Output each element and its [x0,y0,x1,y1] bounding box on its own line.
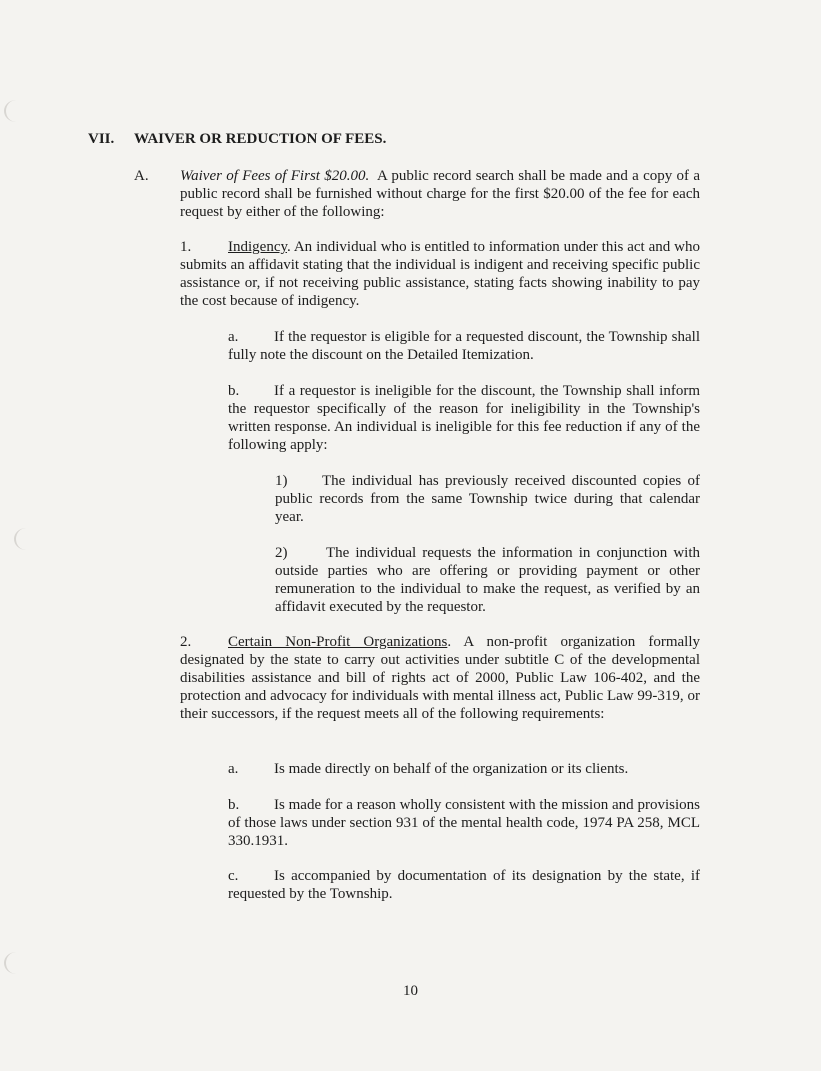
paragraph-text: If the requestor is eligible for a requested discount, the Township shall fully note the discount on the Detailed Itemization. [228,329,700,363]
paragraph-marker: 2) [275,545,288,561]
paragraph-text: If a requestor is ineligible for the discount, the Township shall inform the requestor specifically of the reason for ineligibility in the Township's written response. An individual is ineligible for this fee reduction if any of the following apply: [228,383,700,453]
paragraph-text: Is made for a reason wholly consistent with the mission and provisions of those laws under section 931 of the mental health code, 1974 PA 258, MCL 330.1931. [228,797,700,849]
section-number: VII. [88,131,115,147]
paragraph-marker: b. [228,797,240,813]
punch-hole-mark [4,100,28,122]
punch-hole-mark [14,528,38,550]
paragraph-heading: Certain Non-Profit Organizations [228,634,448,650]
paragraph-1 [180,238,700,310]
paragraph-2 [180,633,700,723]
paragraph-marker: a. [228,761,239,777]
paragraph-heading: Indigency [228,239,288,255]
paragraph-text: The individual requests the information in conjunction with outside parties who are offering or providing payment or other remuneration to the individual to make the request, as verified by an affidavit executed by the requestor. [275,545,700,615]
paragraph-marker: 1. [180,239,192,255]
paragraph-marker: b. [228,383,240,399]
paragraph-text: . An individual who is entitled to information under this act and who submits an affidavit stating that the individual is indigent and receiving specific public assistance or, if not receiving public assistance, stating facts showing inability to pay the cost because of indigency. [180,239,700,309]
paragraph-marker: A. [134,168,149,184]
section-title: WAIVER OR REDUCTION OF FEES. [134,131,387,147]
paragraph-2a [228,760,700,778]
paragraph-1a [228,328,700,364]
punch-hole-mark [4,952,28,974]
paragraph-1b [228,382,700,454]
paragraph-marker: c. [228,868,239,884]
paragraph-marker: 1) [275,473,288,489]
paragraph-1b2 [275,544,700,616]
paragraph-A [180,167,700,221]
paragraph-heading: Waiver of Fees of First $20.00. [180,168,370,184]
page-number: 10 [403,983,418,999]
paragraph-text: Is accompanied by documentation of its designation by the state, if requested by the Township. [228,868,700,902]
paragraph-2b [228,796,700,850]
paragraph-2c [228,867,700,903]
paragraph-1b1 [275,472,700,526]
paragraph-text: Is made directly on behalf of the organization or its clients. [274,761,629,777]
paragraph-text: . A non-profit organization formally designated by the state to carry out activities under subtitle C of the developmental disabilities assistance and bill of rights act of 2000, Public Law 106-402, and the protection and advocacy for individuals with mental illness act, Public Law 99-319, or their successors, if the request meets all of the following requirements: [180,634,700,722]
paragraph-marker: a. [228,329,239,345]
paragraph-marker: 2. [180,634,192,650]
paragraph-text: A public record search shall be made and a copy of a public record shall be furnished without charge for the first $20.00 of the fee for each request by either of the following: [180,168,700,220]
paragraph-text: The individual has previously received discounted copies of public records from the same Township twice during that calendar year. [275,473,700,525]
